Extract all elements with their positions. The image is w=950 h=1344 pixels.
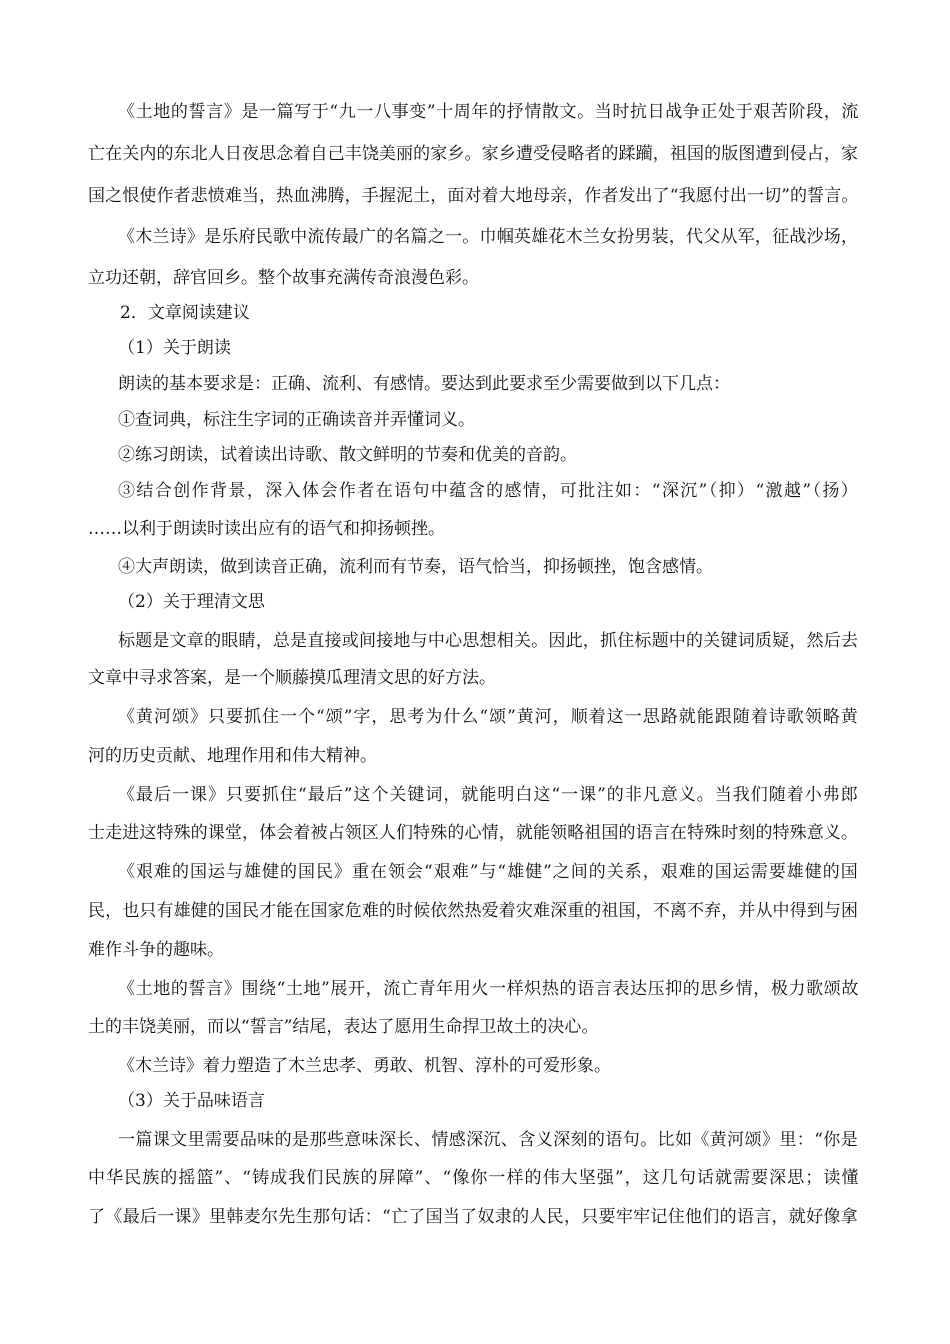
text-line: 《艰难的国运与雄健的国民》重在领会“艰难”与“雄健”之间的关系，艰难的国运需要雄健的国: [118, 862, 859, 882]
text-line: 河的历史贡献、地理作用和伟大精神。: [88, 746, 377, 766]
list-item: ②练习朗读，试着读出诗歌、散文鲜明的节奏和优美的音韵。: [118, 445, 577, 465]
text-line: 《最后一课》只要抓住“最后”这个关键词，就能明白这“一课”的非凡意义。当我们随着小弗郎: [118, 785, 859, 805]
text-line: 了《最后一课》里韩麦尔先生那句话：“亡了国当了奴隶的人民，只要牢牢记住他们的语言，就好像拿: [88, 1207, 858, 1227]
text-line: 《木兰诗》着力塑造了木兰忠孝、勇敢、机智、淳朴的可爱形象。: [118, 1056, 611, 1076]
list-item: ④大声朗读，做到读音正确，流利而有节奏，语气恰当，抑扬顿挫，饱含感情。: [118, 557, 713, 577]
list-item: ③结合创作背景，深入体会作者在语句中蕴含的感情，可批注如：“深沉”（抑）“激越”（扬）: [118, 481, 860, 501]
text-line: 国之恨使作者悲愤难当，热血沸腾，手握泥土，面对着大地母亲，作者发出了“我愿付出一切”的誓言。: [88, 186, 859, 206]
text-line: 士走进这特殊的课堂，体会着被占领区人们特殊的心情，就能领略祖国的语言在特殊时刻的特殊意义。: [88, 823, 859, 843]
list-item: ①查词典，标注生字词的正确读音并弄懂词义。: [118, 410, 475, 430]
text-line: 《黄河颂》只要抓住一个“颂”字，思考为什么“颂”黄河，顺着这一思路就能跟随着诗歌领略黄: [118, 707, 859, 727]
text-line: 《土地的誓言》是一篇写于“九一八事变”十周年的抒情散文。当时抗日战争正处于艰苦阶段，流: [118, 102, 859, 122]
subsection-heading: （1）关于朗读: [118, 338, 231, 358]
subsection-heading: （3）关于品味语言: [118, 1091, 265, 1111]
subsection-heading: （2）关于理清文思: [118, 592, 265, 612]
text-line: 立功还朝，辞官回乡。整个故事充满传奇浪漫色彩。: [88, 268, 479, 288]
text-line: 亡在关内的东北人日夜思念着自己丰饶美丽的家乡。家乡遭受侵略者的蹂躏，祖国的版图遭到侵占，家: [88, 144, 859, 164]
text-line: 民，也只有雄健的国民才能在国家危难的时候依然热爱着灾难深重的祖国，不离不弃，并从中得到与困: [88, 901, 859, 921]
text-line: 朗读的基本要求是：正确、流利、有感情。要达到此要求至少需要做到以下几点：: [118, 374, 730, 394]
text-line: 标题是文章的眼睛，总是直接或间接地与中心思想相关。因此，抓住标题中的关键词质疑，然后去: [118, 631, 859, 651]
text-line: 《土地的誓言》围绕“土地”展开，流亡青年用火一样炽热的语言表达压抑的思乡情，极力歌颂故: [118, 979, 859, 999]
text-line: 难作斗争的趣味。: [88, 940, 224, 960]
text-line: ……以利于朗读时读出应有的语气和抑扬顿挫。: [88, 519, 445, 539]
text-line: 文章中寻求答案，是一个顺藤摸瓜理清文思的好方法。: [88, 668, 496, 688]
section-heading: 2．文章阅读建议: [120, 303, 250, 323]
text-line: 一篇课文里需要品味的是那些意味深长、情感深沉、含义深刻的语句。比如《黄河颂》里：“你是: [118, 1130, 859, 1150]
text-line: 《木兰诗》是乐府民歌中流传最广的名篇之一。巾帼英雄花木兰女扮男装，代父从军，征战沙场，: [118, 227, 859, 247]
text-line: 土的丰饶美丽，而以“誓言”结尾，表达了愿用生命捍卫故土的决心。: [88, 1017, 599, 1037]
text-line: 中华民族的摇篮”、“铸成我们民族的屏障”、“像你一样的伟大坚强”，这几句话就需要深思；读懂: [88, 1168, 860, 1188]
